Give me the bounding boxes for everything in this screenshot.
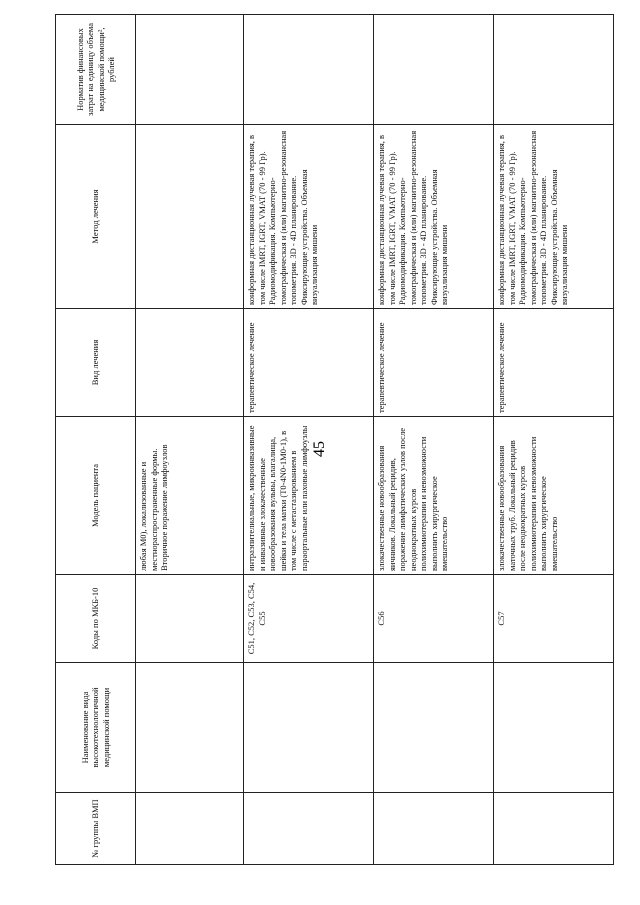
cell-model: любая М0), локализованные и местнораспространенные формы. Вторичное поражение лимфоузлов: [136, 417, 244, 575]
cell-norm: [494, 15, 614, 125]
table-row: [244, 15, 374, 865]
cell-method: конформная дистанционная лучевая терапия, в том числе IMRT, IGRT, VMAT (70 - 99 Гр). Радиомодификация. Компьютерно-томографическая и (или) магнитно-резонансная топометрия. 3D - 4D планирование. Фиксирующие устройства. Объемная визуализация мишени: [374, 125, 494, 309]
cell-icd: C51, C52, C53, C54, C55: [244, 575, 374, 663]
cell-model: злокачественные новообразования маточных труб. Локальный рецидив после неоднократных курсов полихимиотерапии и невозможности выполнить хирургическое вмешательство: [494, 417, 614, 575]
rotated-table-container: [55, 15, 569, 865]
cell-group: [494, 793, 614, 865]
cell-model: интраэпителиальные, микроинвазивные и инвазивные злокачественные новообразования вульвы, влагалища, шейки и тела матки (T0-4N0-1M0-1), в том числе с метастазированием в параортальные или паховые лимфоузлы: [244, 417, 374, 575]
header-group: № группы ВМП: [56, 793, 136, 865]
cell-method: [136, 125, 244, 309]
table-row: [494, 15, 614, 865]
cell-treatment-type: терапевтическое лечение: [494, 309, 614, 417]
cell-norm: [136, 15, 244, 125]
cell-icd: [136, 575, 244, 663]
cell-treatment-type: [136, 309, 244, 417]
cell-name: [374, 663, 494, 793]
cell-group: [136, 793, 244, 865]
cell-norm: [244, 15, 374, 125]
table-row: [136, 15, 244, 865]
page-number: 45: [311, 441, 328, 457]
table-row: [374, 15, 494, 865]
cell-name: [244, 663, 374, 793]
cell-treatment-type: терапевтическое лечение: [374, 309, 494, 417]
cell-name: [136, 663, 244, 793]
cell-method: конформная дистанционная лучевая терапия, в том числе IMRT, IGRT, VMAT (70 - 99 Гр). Радиомодификация. Компьютерно-томографическая и (или) магнитно-резонансная топометрия. 3D - 4D планирование. Фиксирующие устройства. Объемная визуализация мишени: [494, 125, 614, 309]
cell-name: [494, 663, 614, 793]
header-icd: Коды по МКБ-10: [56, 575, 136, 663]
header-treatment-type: Вид лечения: [56, 309, 136, 417]
cell-group: [374, 793, 494, 865]
vmp-table: [55, 14, 614, 865]
header-name: Наименование вида высокотехнологичной медицинской помощи: [56, 663, 136, 793]
cell-icd: C57: [494, 575, 614, 663]
cell-model: злокачественные новообразования яичников. Локальный рецидив, поражение лимфатических узлов после неоднократных курсов полихимиотерапии и невозможности выполнить хирургическое вмешательство: [374, 417, 494, 575]
header-model: Модель пациента: [56, 417, 136, 575]
cell-icd: C56: [374, 575, 494, 663]
cell-method: конформная дистанционная лучевая терапия, в том числе IMRT, IGRT, VMAT (70 - 99 Гр). Радиомодификация. Компьютерно-томографическая и (или) магнитно-резонансная топометрия. 3D - 4D планирование. Фиксирующие устройства. Объемная визуализация мишени: [244, 125, 374, 309]
header-row: [56, 15, 136, 865]
cell-group: [244, 793, 374, 865]
header-norm: Норматив финансовых затрат на единицу объема медицинской помощи², рублей: [56, 15, 136, 125]
cell-treatment-type: терапевтическое лечение: [244, 309, 374, 417]
cell-norm: [374, 15, 494, 125]
header-method: Метод лечения: [56, 125, 136, 309]
